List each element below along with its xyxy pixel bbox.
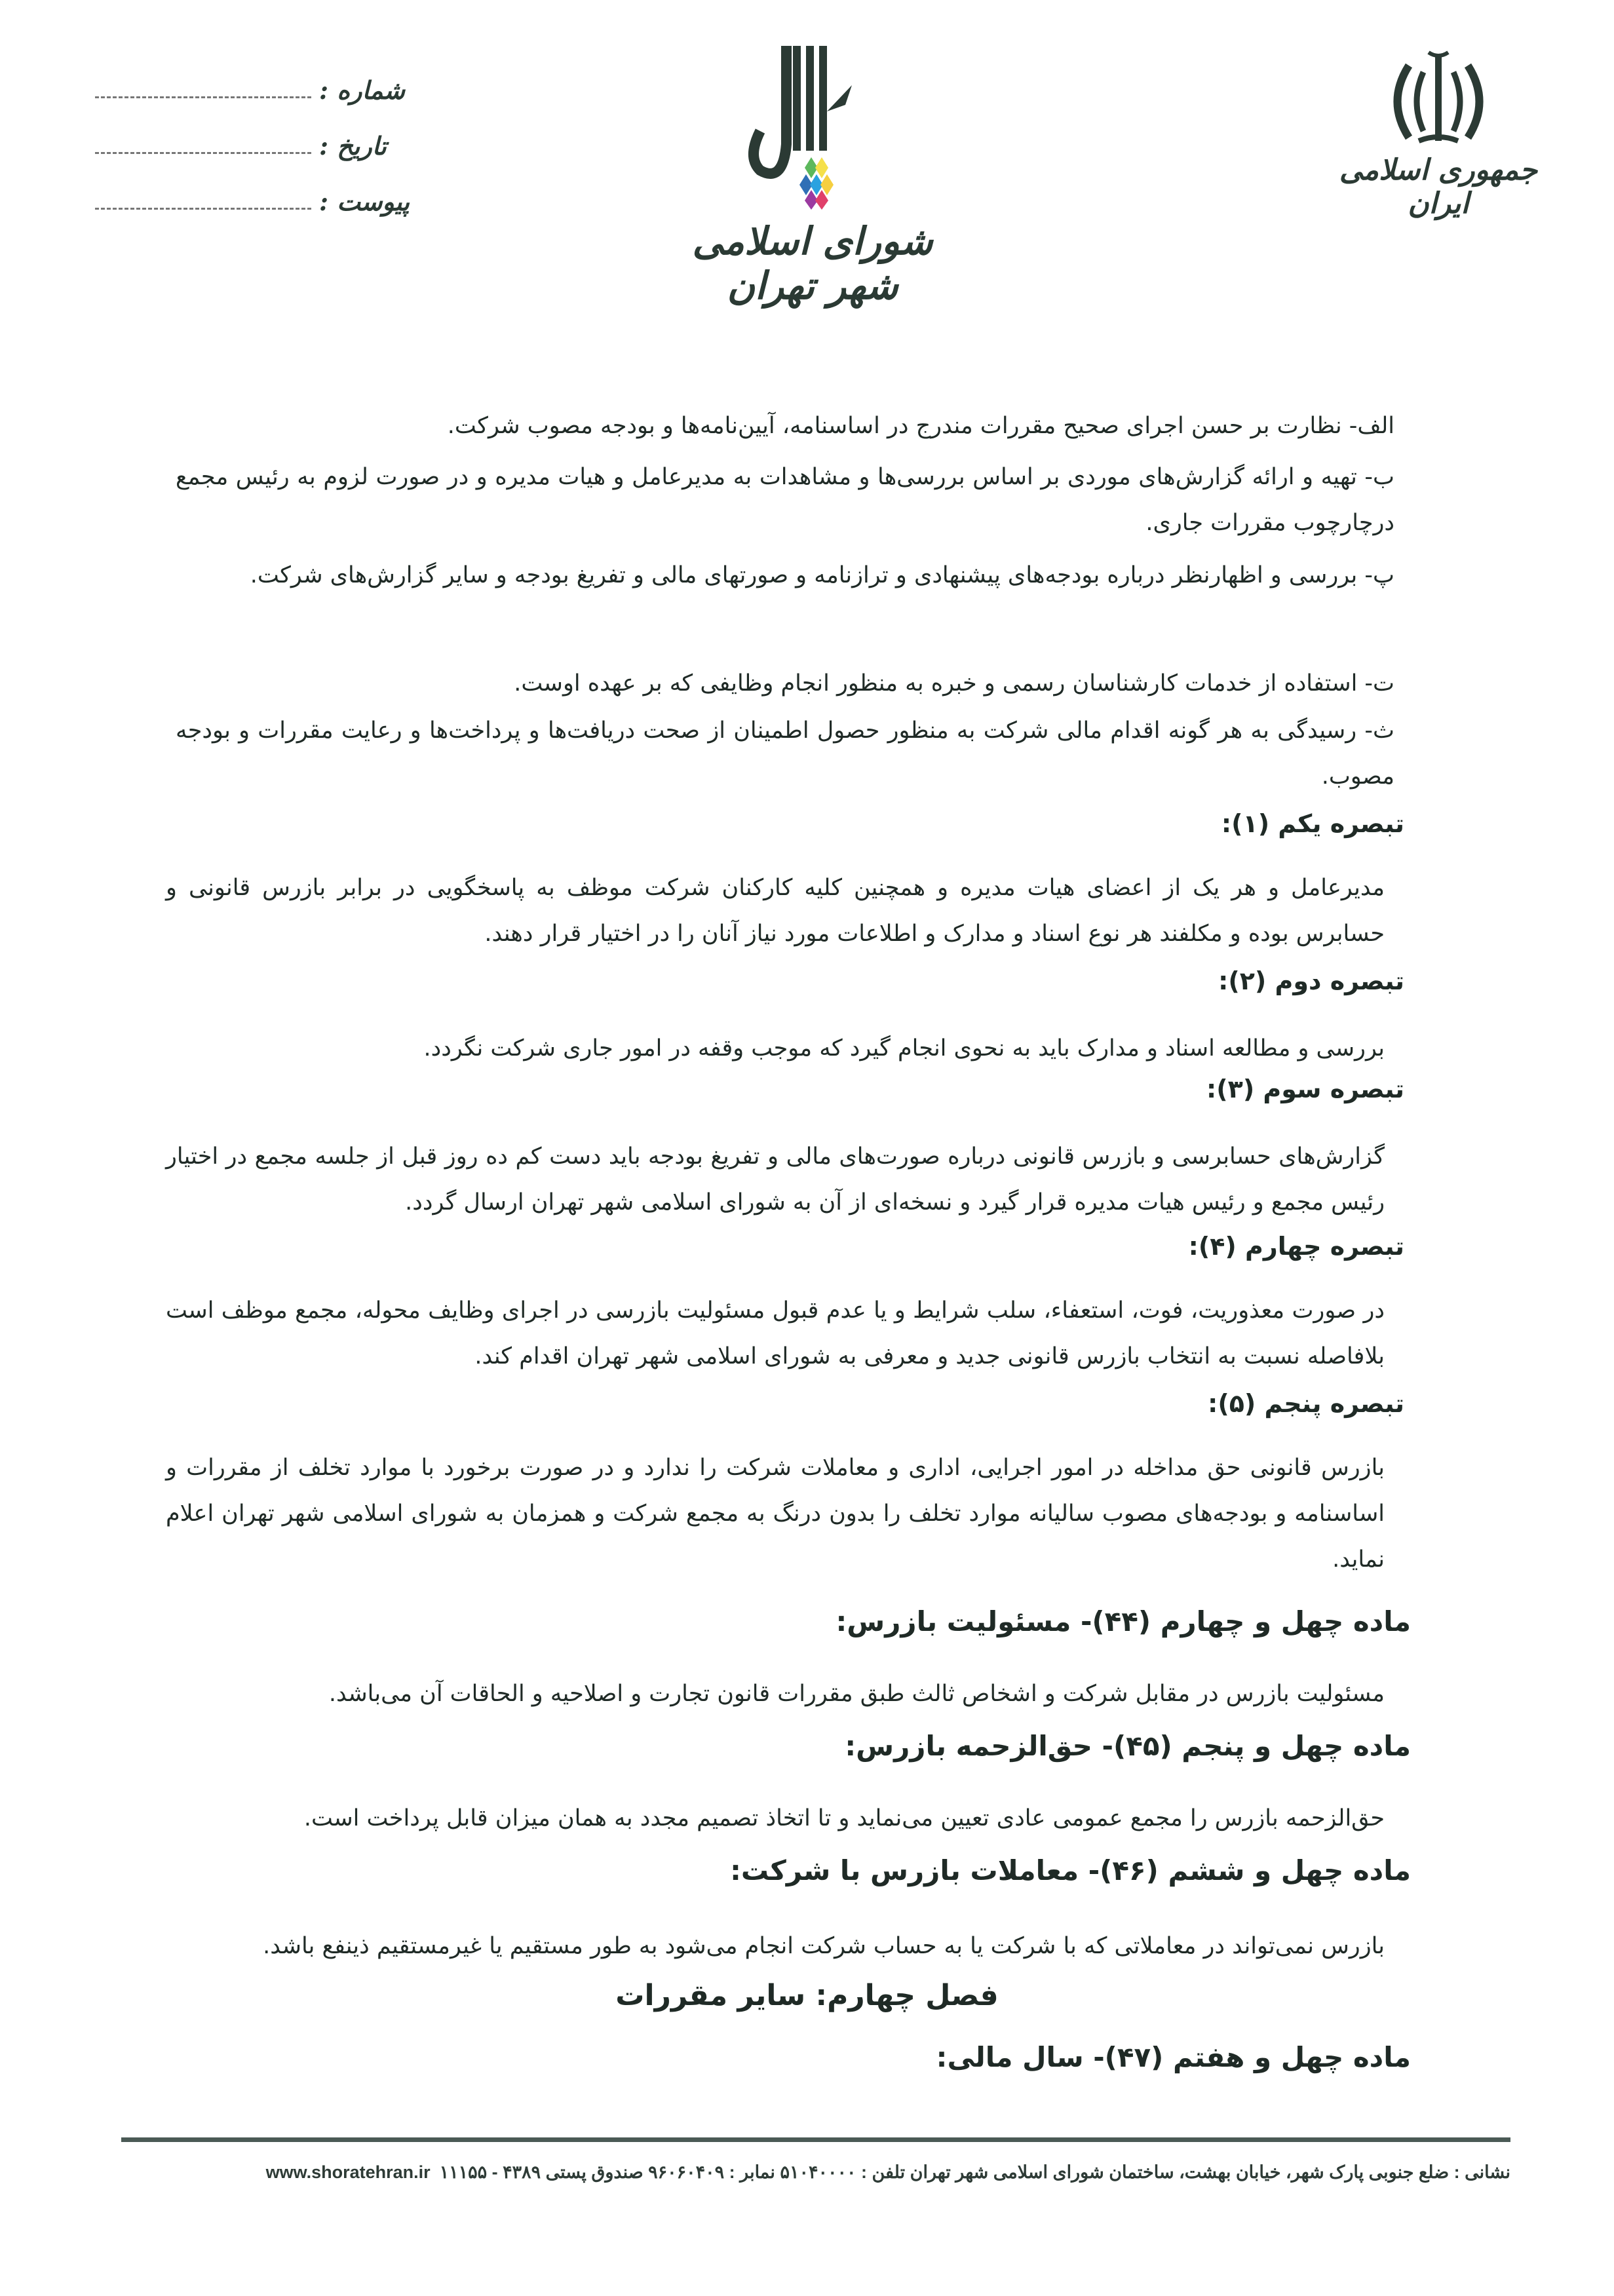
- footer-website[interactable]: www.shoratehran.ir: [265, 2162, 431, 2182]
- attachment-field: [95, 187, 410, 216]
- number-label: شماره :: [319, 75, 405, 105]
- article-47-title: ماده چهل و هفتم (۴۷)- سال مالی:: [936, 2041, 1411, 2073]
- council-emblem-icon: [655, 39, 970, 210]
- date-blank: [95, 152, 311, 154]
- attachment-label: پیوست :: [319, 187, 410, 216]
- note-3-title: تبصره سوم (۳):: [1206, 1075, 1404, 1103]
- note-2-title: تبصره دوم (۲):: [1218, 966, 1404, 995]
- item-te: ت- استفاده از خدمات کارشناسان رسمی و خبره به منظور انجام وظایفی که بر عهده اوست.: [514, 670, 1394, 697]
- note-1-title: تبصره یکم (۱):: [1221, 809, 1404, 838]
- footer-address: نشانی : ضلع جنوبی پارک شهر، خیابان بهشت، ساختمان شورای اسلامی شهر تهران تلفن : ۵۱۰۴۰۰۰۰ نمابر : ۹۶۰۶۰۴۰۹ صندوق پستی ۴۳۸۹ - ۱۱۱۵۵: [439, 2162, 1510, 2182]
- article-44-title: ماده چهل و چهارم (۴۴)- مسئولیت بازرس:: [836, 1605, 1411, 1637]
- number-blank: [95, 96, 311, 98]
- attachment-blank: [95, 208, 311, 210]
- note-4-text: در صورت معذوریت، فوت، استعفاء، سلب شرایط و یا عدم قبول مسئولیت بازرسی در اجرای وظایف محوله، مجمع موظف است بلافاصله نسبت به انتخاب بازرس قانونی جدید و معرفی به شورای اسلامی شهر تهران اقدام کند.: [166, 1297, 1385, 1369]
- footer: [121, 2162, 1510, 2183]
- council-logo-text: شورای اسلامی شهر تهران: [692, 219, 933, 308]
- item-se: ث- رسیدگی به هر گونه اقدام مالی شرکت به منظور حصول اطمینان از صحت دریافت‌ها و پرداخت‌ها و رعایت مقررات و بودجه مصوب.: [176, 718, 1394, 790]
- note-5-text: بازرس قانونی حق مداخله در امور اجرایی، اداری و معاملات شرکت را ندارد و در صورت برخورد با موارد تخلف از مقررات و اساسنامه و بودجه‌های مصوب سالیانه موارد تخلف را بدون درنگ به مجمع شرکت و همزمان به شورای اسلامی شهر تهران اعلام نماید.: [166, 1455, 1385, 1573]
- date-field: [95, 131, 387, 161]
- note-5-title: تبصره پنجم (۵):: [1208, 1389, 1404, 1418]
- chapter-title: فصل چهارم: سایر مقررات: [615, 1979, 999, 2012]
- article-45-title: ماده چهل و پنجم (۴۵)- حق‌الزحمه بازرس:: [845, 1730, 1411, 1762]
- note-2-text: بررسی و مطالعه اسناد و مدارک باید به نحوی انجام گیرد که موجب وقفه در امور جاری شرکت نگردد.: [423, 1035, 1385, 1062]
- note-3-text: گزارش‌های حسابرسی و بازرس قانونی درباره صورت‌های مالی و تفریغ بودجه باید دست کم ده روز قبل از جلسه مجمع در اختیار رئیس مجمع و رئیس هیات مدیره قرار گیرد و نسخه‌ای از آن به شورای اسلامی شهر تهران ارسال گردد.: [166, 1143, 1385, 1215]
- note-4-title: تبصره چهارم (۴):: [1188, 1232, 1404, 1261]
- article-46-title: ماده چهل و ششم (۴۶)- معاملات بازرس با شرکت:: [730, 1854, 1411, 1886]
- iran-emblem-icon: [1383, 46, 1494, 151]
- item-be: ب- تهیه و ارائه گزارش‌های موردی بر اساس بررسی‌ها و مشاهدات به مدیرعامل و هیات مدیره و در صورت لزوم به رئیس مجمع درچارچوب مقررات جاری.: [176, 464, 1394, 536]
- article-46-text: بازرس نمی‌تواند در معاملاتی که با شرکت یا به حساب شرکت انجام می‌شود به طور مستقیم یا غیرمستقیم ذینفع باشد.: [263, 1933, 1385, 1959]
- article-44-text: مسئولیت بازرس در مقابل شرکت و اشخاص ثالث طبق مقررات قانون تجارت و اصلاحیه و الحاقات آن می‌باشد.: [328, 1681, 1385, 1707]
- item-alef: الف- نظارت بر حسن اجرای صحیح مقررات مندرج در اساسنامه، آیین‌نامه‌ها و بودجه مصوب شرکت.: [447, 413, 1394, 439]
- footer-divider: [121, 2137, 1510, 2142]
- council-logo: [655, 39, 970, 308]
- article-45-text: حق‌الزحمه بازرس را مجمع عمومی عادی تعیین می‌نماید و تا اتخاذ تصمیم مجدد به همان میزان قابل پرداخت است.: [303, 1805, 1385, 1831]
- republic-logo: [1330, 46, 1547, 220]
- number-field: [95, 75, 405, 105]
- item-pe: پ- بررسی و اظهارنظر درباره بودجه‌های پیشنهادی و ترازنامه و صورتهای مالی و تفریغ بودجه و سایر گزارش‌های شرکت.: [250, 562, 1394, 588]
- note-1-text: مدیرعامل و هر یک از اعضای هیات مدیره و همچنین کلیه کارکنان شرکت موظف به پاسخگویی در برابر بازرس قانونی و حسابرس بوده و مکلفند هر نوع اسناد و مدارک و اطلاعات مورد نیاز آنان را در اختیار قرار دهند.: [166, 875, 1385, 947]
- republic-logo-text: جمهوری اسلامی ایران: [1339, 153, 1538, 220]
- date-label: تاریخ :: [319, 131, 387, 161]
